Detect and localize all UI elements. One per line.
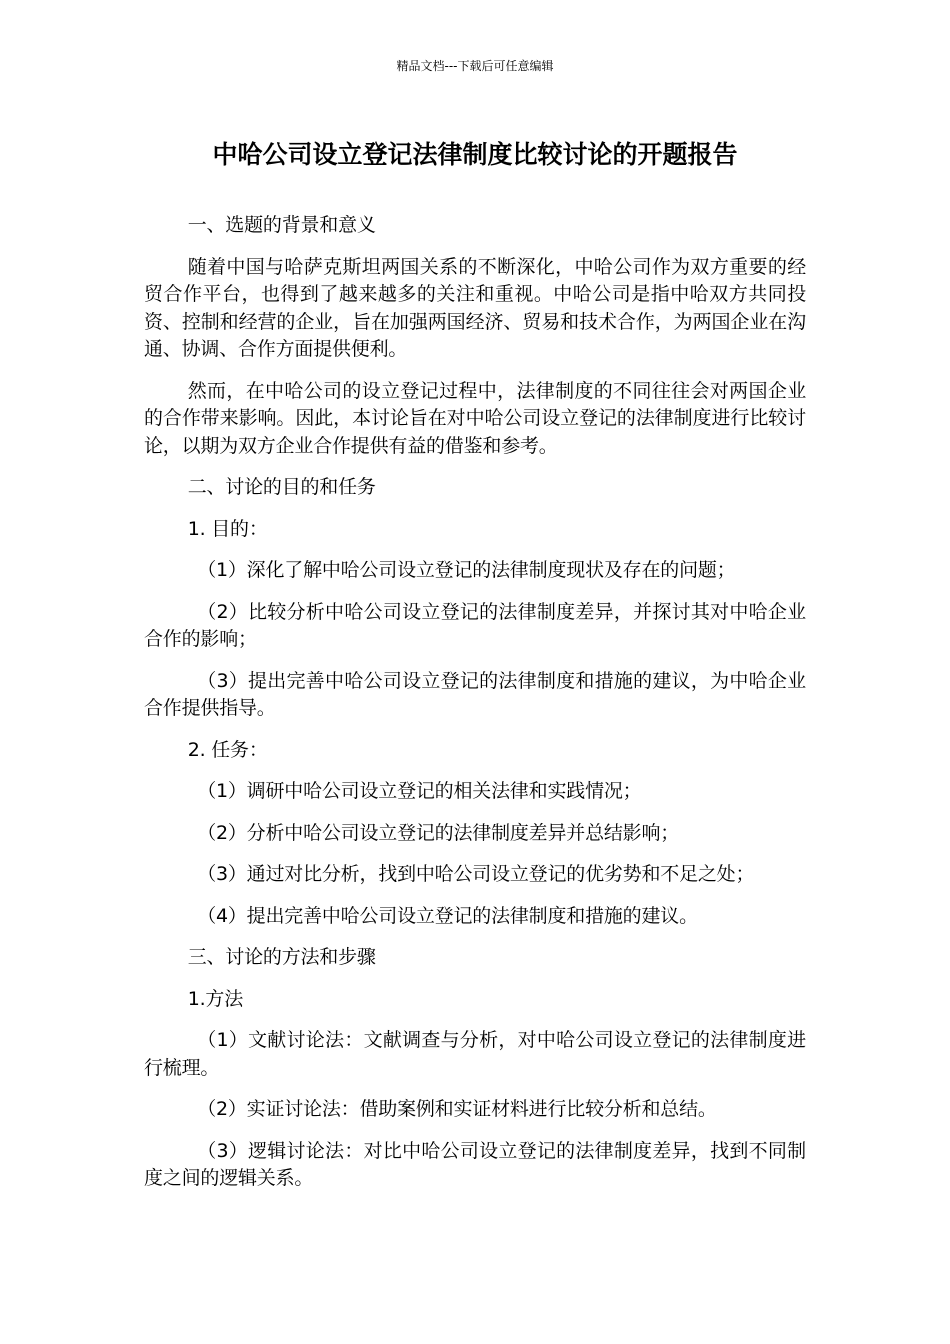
list-item-method-3: （3）逻辑讨论法：对比中哈公司设立登记的法律制度差异，找到不同制度之间的逻辑关系。 (144, 1139, 806, 1189)
section-heading-goals: 二、讨论的目的和任务 (187, 476, 376, 498)
list-item-task-1: （1）调研中哈公司设立登记的相关法律和实践情况； (197, 780, 642, 802)
section-heading-methods: 三、讨论的方法和步骤 (187, 946, 376, 968)
list-item-purpose-1: （1）深化了解中哈公司设立登记的法律制度现状及存在的问题； (197, 559, 736, 581)
document-body (144, 212, 806, 1207)
paragraph-significance: 然而，在中哈公司的设立登记过程中，法律制度的不同往往会对两国企业的合作带来影响。因此，本讨论旨在对中哈公司设立登记的法律制度进行比较讨论，以期为双方企业合作提供有益的借鉴和参考。 (144, 379, 806, 457)
document-title: 中哈公司设立登记法律制度比较讨论的开题报告 (212, 140, 738, 169)
paragraph-background: 随着中国与哈萨克斯坦两国关系的不断深化，中哈公司作为双方重要的经贸合作平台，也得到了越来越多的关注和重视。中哈公司是指中哈双方共同投资、控制和经营的企业，旨在加强两国经济、贸易和技术合作，为两国企业在沟通、协调、合作方面提供便利。 (144, 255, 806, 360)
list-item-task-4: （4）提出完善中哈公司设立登记的法律制度和措施的建议。 (197, 904, 698, 927)
list-item-purpose-2: （2）比较分析中哈公司设立登记的法律制度差异，并探讨其对中哈企业合作的影响； (144, 600, 806, 650)
subheading-method: 1.方法 (187, 987, 244, 1010)
subheading-purpose: 1. 目的： (187, 517, 268, 540)
list-item-method-1: （1）文献讨论法：文献调查与分析，对中哈公司设立登记的法律制度进行梳理。 (144, 1029, 806, 1079)
header-note: 精品文档---下载后可任意编辑 (396, 59, 554, 73)
subheading-tasks: 2. 任务： (187, 738, 268, 761)
list-item-task-3: （3）通过对比分析，找到中哈公司设立登记的优劣势和不足之处； (197, 863, 755, 885)
list-item-purpose-3: （3）提出完善中哈公司设立登记的法律制度和措施的建议，为中哈企业合作提供指导。 (144, 669, 806, 719)
list-item-task-2: （2）分析中哈公司设立登记的法律制度差异并总结影响； (197, 821, 680, 844)
section-heading-background: 一、选题的背景和意义 (187, 214, 376, 236)
list-item-method-2: （2）实证讨论法：借助案例和实证材料进行比较分析和总结。 (197, 1098, 717, 1120)
